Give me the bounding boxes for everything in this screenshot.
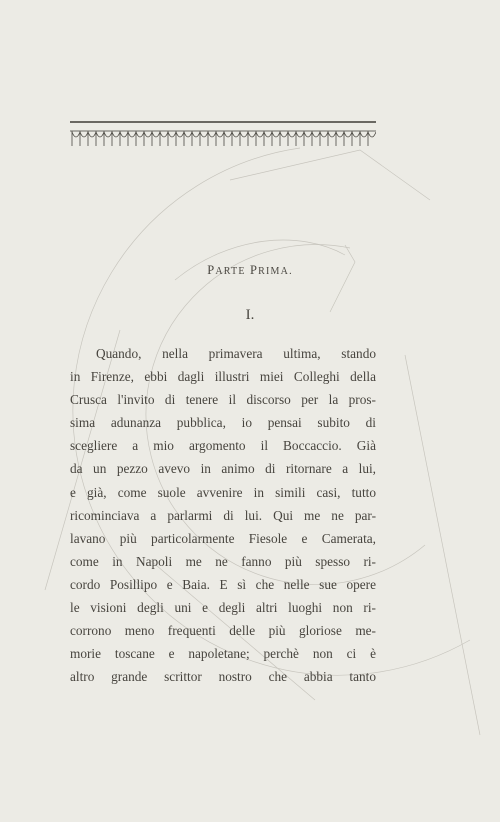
text-line: le visioni degli uni e degli altri luoghi non ri- <box>70 600 376 616</box>
text-line: corrono meno frequenti delle più gloriose me- <box>70 623 376 639</box>
text-line: Quando, nella primavera ultima, stando <box>96 346 376 361</box>
text-line: cordo Posillipo e Baia. E sì che nelle sue opere <box>70 576 376 592</box>
body-paragraph <box>70 342 376 688</box>
text-line: sima adunanza pubblica, io pensai subito di <box>70 415 376 431</box>
text-line: come in Napoli me ne fanno più spesso ri- <box>70 553 376 569</box>
chapter-number: I. <box>245 307 255 323</box>
text-line: altro grande scrittor nostro che abbia tanto <box>70 669 376 685</box>
section-title-text: PARTE PRIMA. <box>207 263 293 277</box>
text-line: e già, come suole avvenire in simili casi, tutto <box>70 484 376 500</box>
text-line: morie toscane e napoletane; perchè non ci è <box>70 646 376 662</box>
trace-line-top <box>230 150 430 200</box>
text-line: scegliere a mio argomento il Boccaccio. Già <box>70 438 376 454</box>
text-line: Crusca l'invito di tenere il discorso per la pros- <box>70 392 376 408</box>
trace-wedge <box>330 245 355 312</box>
section-title <box>0 263 500 278</box>
text-line: da un pezzo avevo in animo di ritornare a lui, <box>70 461 376 477</box>
trace-line-right <box>405 355 480 735</box>
text-line: in Firenze, ebbi dagli illustri miei Colleghi della <box>70 369 376 385</box>
text-line: lavano più particolarmente Fiesole e Camerata, <box>70 530 376 546</box>
header-ornament <box>70 120 376 152</box>
text-line: ricominciava a parlarmi di lui. Qui me ne par- <box>70 507 376 523</box>
